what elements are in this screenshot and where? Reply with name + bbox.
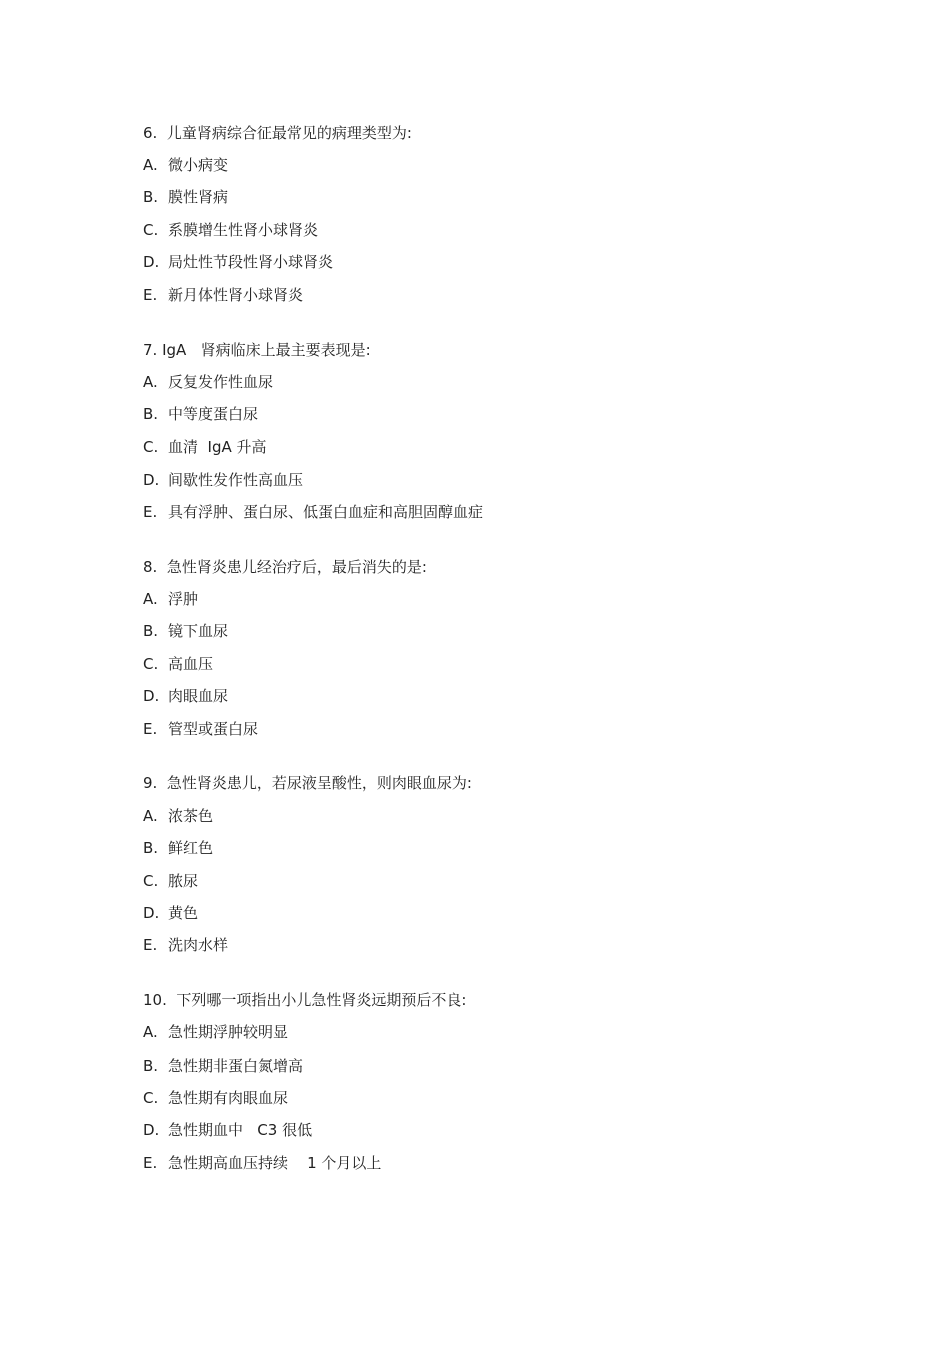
answer-option [143,685,228,707]
answer-option [143,403,258,425]
option-text: 局灶性节段性肾小球肾炎 [168,253,334,271]
answer-option [143,588,198,610]
option-text: 微小病变 [168,156,229,174]
option-text: 黄色 [168,904,199,922]
option-letter: E. [143,720,158,738]
answer-option [143,870,198,892]
answer-option [143,1021,288,1043]
option-text: 系膜增生性肾小球肾炎 [168,221,319,239]
option-text: 高血压 [168,655,214,673]
answer-option [143,371,273,393]
option-letter: B. [143,188,159,206]
option-text: 血清 IgA 升高 [168,438,267,456]
option-letter: A. [143,156,158,174]
option-letter: E. [143,936,158,954]
option-text: 具有浮肿、蛋白尿、低蛋白血症和高胆固醇血症 [168,503,484,521]
answer-option [143,219,318,241]
option-letter: A. [143,807,158,825]
question-stem: 7. IgA 肾病临床上最主要表现是: [143,341,371,359]
option-text: 急性期非蛋白氮增高 [168,1057,304,1075]
answer-option [143,469,303,491]
option-letter: D. [143,471,160,489]
option-text: 镜下血尿 [168,622,229,640]
answer-option [143,1119,312,1141]
option-text: 洗肉水样 [168,936,229,954]
option-letter: A. [143,1023,158,1041]
answer-option [143,1152,381,1174]
option-letter: D. [143,904,160,922]
option-text: 新月体性肾小球肾炎 [168,286,304,304]
option-text: 肉眼血尿 [168,687,229,705]
answer-option [143,718,258,740]
option-letter: A. [143,590,158,608]
option-text: 浓茶色 [168,807,214,825]
option-letter: C. [143,438,159,456]
option-text: 反复发作性血尿 [168,373,274,391]
answer-option [143,284,303,306]
option-letter: E. [143,503,158,521]
question-stem: 9. 急性肾炎患儿，若尿液呈酸性，则肉眼血尿为: [143,774,472,792]
option-letter: B. [143,1057,159,1075]
option-text: 间歇性发作性高血压 [168,471,304,489]
option-text: 急性期高血压持续 1 个月以上 [168,1154,382,1172]
question-stem: 10. 下列哪一项指出小儿急性肾炎远期预后不良: [143,991,467,1009]
option-text: 中等度蛋白尿 [168,405,259,423]
answer-option [143,805,213,827]
option-letter: E. [143,1154,158,1172]
answer-option [143,653,213,675]
option-letter: B. [143,622,159,640]
answer-option [143,251,333,273]
answer-option [143,620,228,642]
answer-option [143,501,483,523]
option-letter: C. [143,1089,159,1107]
question-stem: 6. 儿童肾病综合征最常见的病理类型为: [143,124,412,142]
answer-option [143,154,228,176]
option-letter: B. [143,839,159,857]
option-letter: C. [143,221,159,239]
answer-option [143,837,213,859]
answer-option [143,186,228,208]
answer-option [143,902,198,924]
option-letter: A. [143,373,158,391]
answer-option [143,1055,303,1077]
option-letter: B. [143,405,159,423]
option-letter: D. [143,687,160,705]
option-letter: D. [143,253,160,271]
option-letter: D. [143,1121,160,1139]
option-text: 鲜红色 [168,839,214,857]
option-text: 急性期有肉眼血尿 [168,1089,289,1107]
answer-option [143,436,267,458]
option-text: 膜性肾病 [168,188,229,206]
option-letter: C. [143,655,159,673]
option-text: 浮肿 [168,590,199,608]
option-letter: E. [143,286,158,304]
option-text: 急性期浮肿较明显 [168,1023,289,1041]
answer-option [143,1087,288,1109]
option-text: 脓尿 [168,872,199,890]
answer-option [143,934,228,956]
option-text: 急性期血中 C3 很低 [168,1121,313,1139]
question-stem: 8. 急性肾炎患儿经治疗后，最后消失的是: [143,558,427,576]
option-letter: C. [143,872,159,890]
option-text: 管型或蛋白尿 [168,720,259,738]
